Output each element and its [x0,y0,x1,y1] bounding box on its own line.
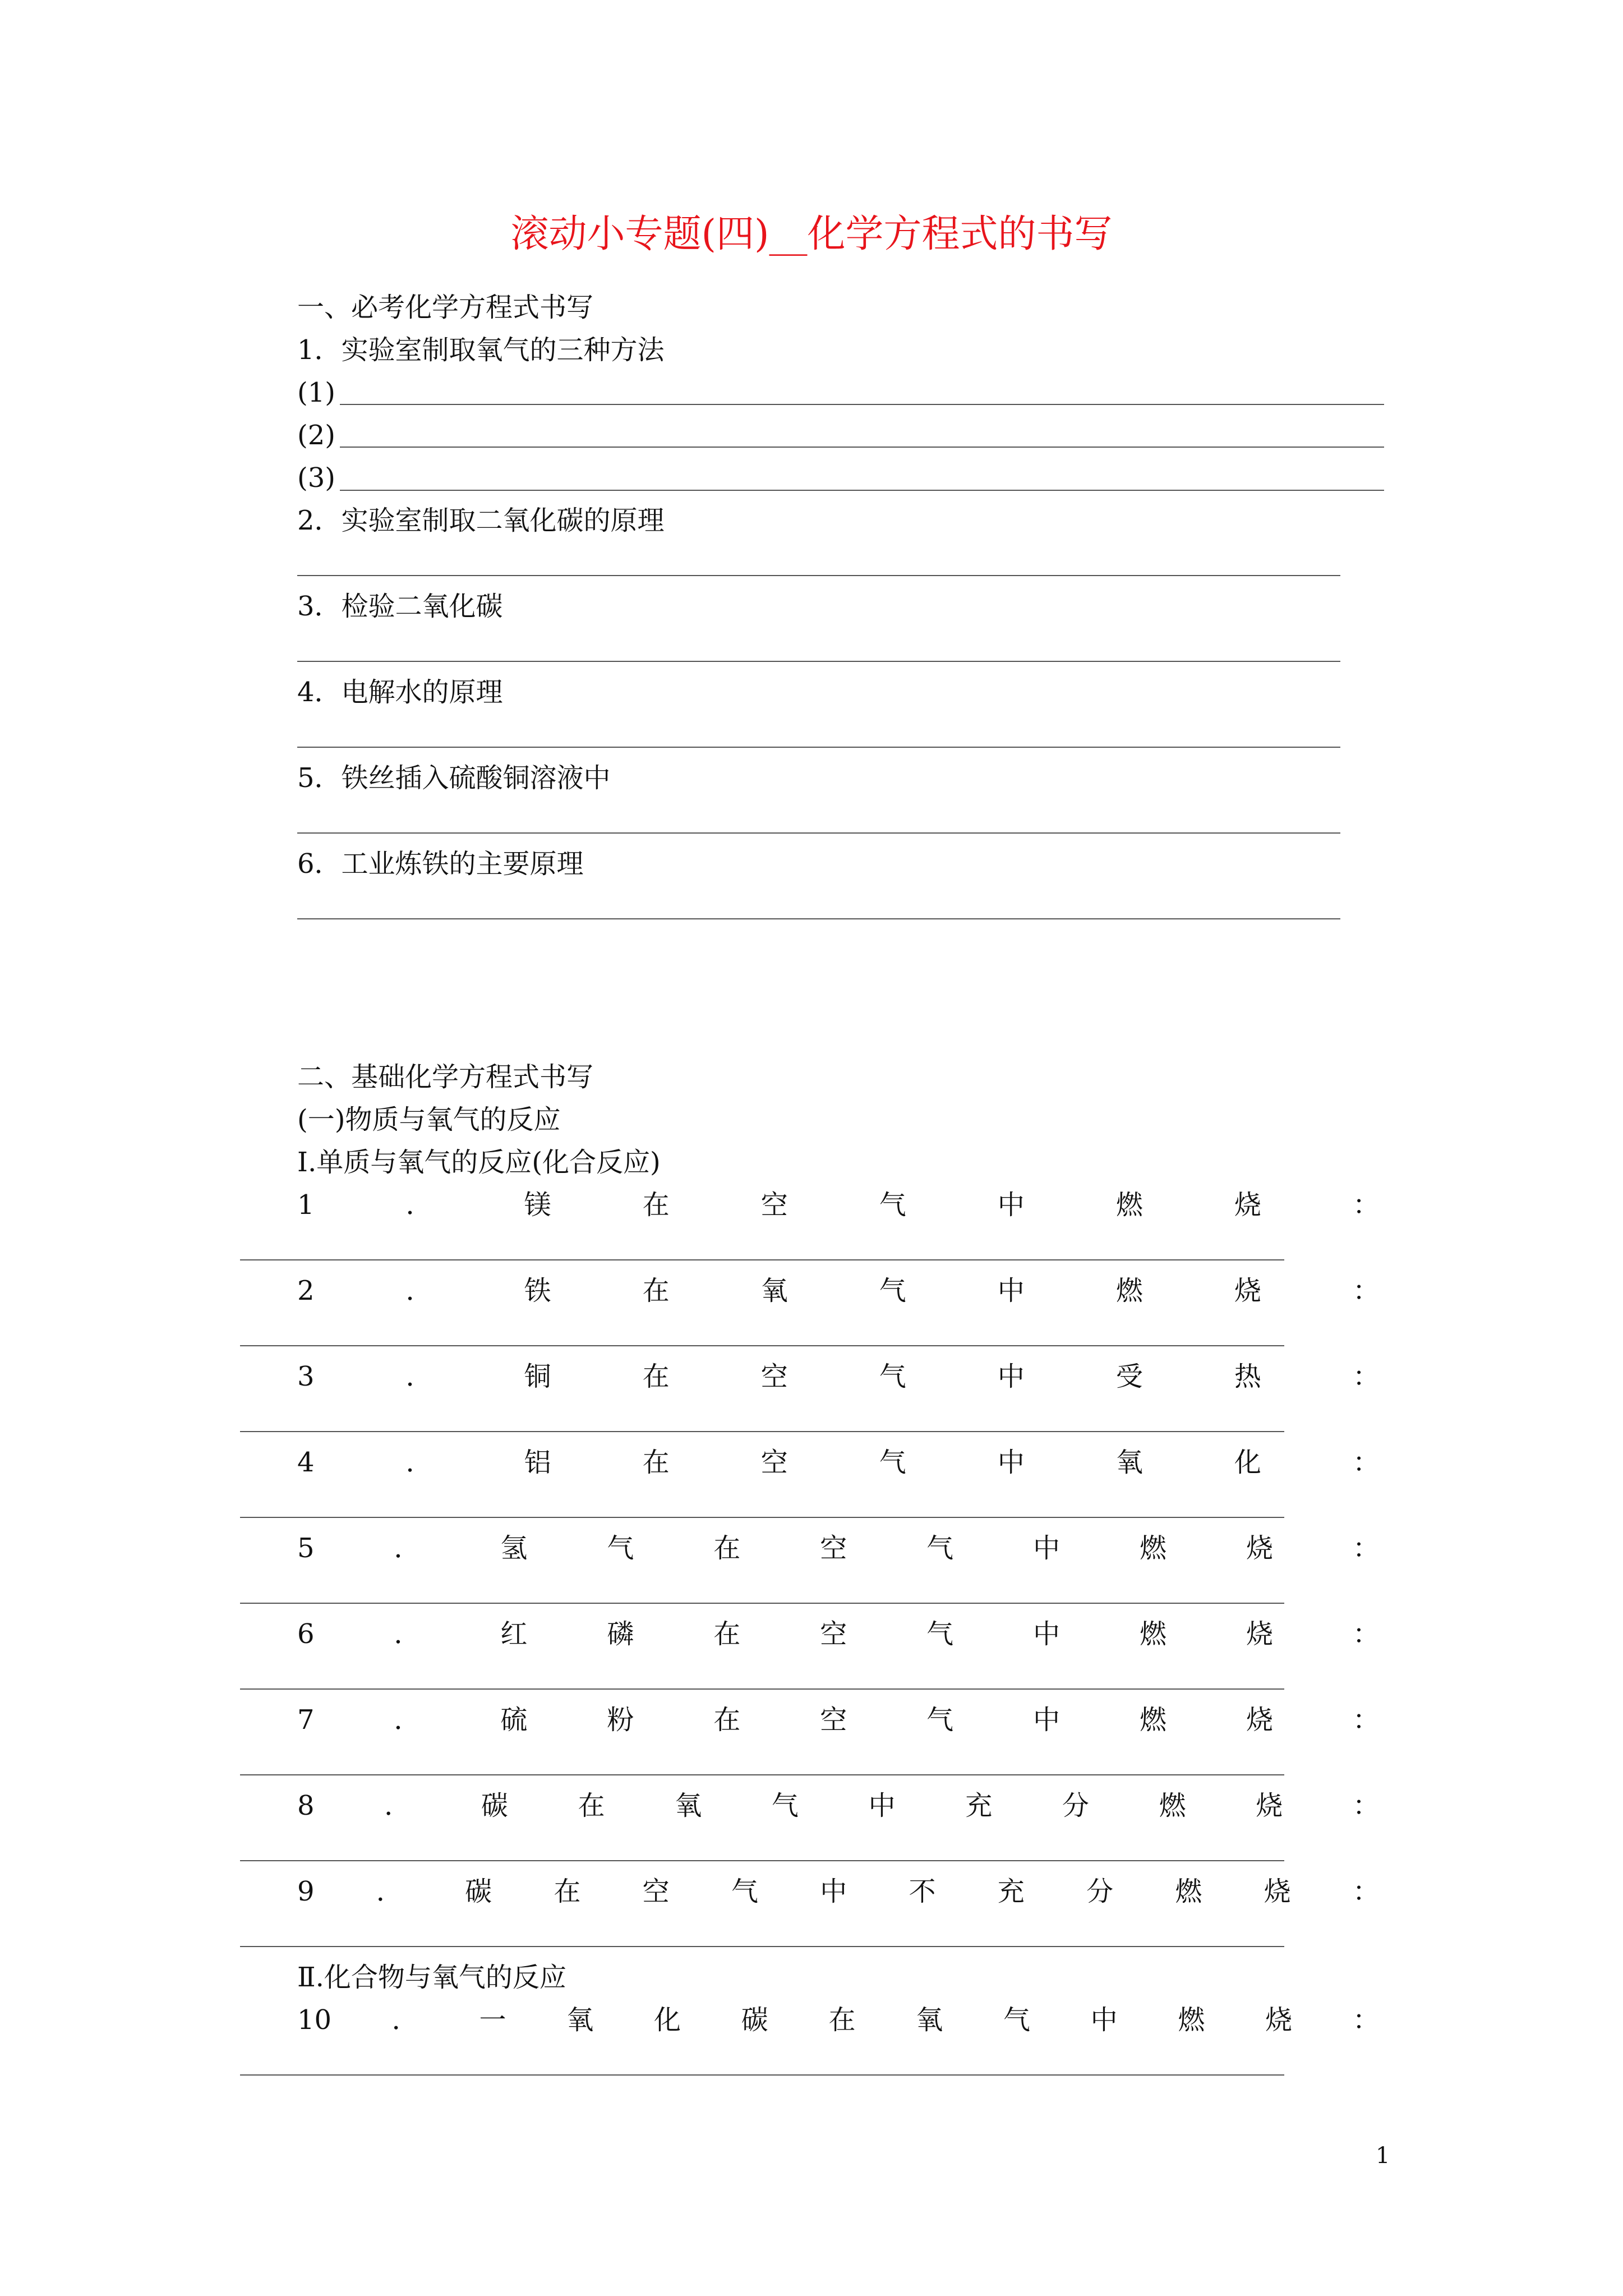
item-char: 燃 [1140,1533,1167,1564]
item-char: 1 [297,1189,315,1221]
item-char: 2 [297,1275,315,1306]
item-char: 氧 [760,1275,788,1306]
item-char: 氢 [500,1533,528,1564]
item-char: 碳 [741,2004,768,2036]
item-char: 分 [1062,1790,1089,1821]
item-char: 7 [297,1704,315,1736]
reaction-item-5 [297,1531,1380,1565]
question-1-sub-2-answer-line[interactable] [340,447,1384,448]
item-char: ． [394,1704,421,1736]
item-char: ： [1352,1704,1380,1736]
reaction-item-9 [297,1875,1380,1908]
item-char: ： [1352,1275,1380,1306]
item-char: 中 [868,1790,896,1821]
reaction-item-4-answer-line[interactable] [240,1517,1284,1518]
reaction-item-10-answer-line[interactable] [240,2074,1284,2076]
item-char: 铝 [524,1447,551,1478]
item-char: 空 [760,1447,788,1478]
item-char: ． [384,1790,412,1821]
item-char: ： [1352,1189,1380,1221]
reaction-item-2-answer-line[interactable] [240,1345,1284,1346]
item-char: ． [376,1876,403,1907]
item-char: 空 [760,1361,788,1392]
item-char: ． [405,1447,433,1478]
item-char: 中 [997,1189,1025,1221]
section-2-subheading: (一)物质与氧气的反应 [297,1104,561,1135]
question-3-answer-line[interactable] [297,661,1340,662]
item-char: 化 [1234,1447,1261,1478]
question-2-answer-line[interactable] [297,575,1340,576]
item-char: 3 [297,1361,315,1392]
item-char: 气 [926,1533,954,1564]
item-char: ： [1352,1447,1380,1478]
question-3-label: 3．检验二氧化碳 [297,591,503,622]
reaction-item-8-answer-line[interactable] [240,1860,1284,1861]
item-char: 在 [642,1447,670,1478]
item-char: 碳 [481,1790,508,1821]
item-char: 在 [713,1533,741,1564]
reaction-item-9-answer-line[interactable] [240,1946,1284,1947]
reaction-item-1-answer-line[interactable] [240,1259,1284,1260]
item-char: 燃 [1115,1189,1143,1221]
reaction-item-7 [297,1703,1380,1737]
item-char: 空 [760,1189,788,1221]
item-char: 充 [997,1876,1025,1907]
reaction-item-5-answer-line[interactable] [240,1603,1284,1604]
item-char: 9 [297,1876,315,1907]
item-char: ： [1352,1533,1380,1564]
question-5-answer-line[interactable] [297,832,1340,834]
item-char: 气 [771,1790,799,1821]
reaction-item-1 [297,1188,1380,1222]
item-char: 中 [1033,1704,1061,1736]
item-char: 在 [578,1790,605,1821]
item-char: 4 [297,1447,315,1478]
item-char: 不 [909,1876,936,1907]
item-char: 6 [297,1618,315,1650]
page-title: 滚动小专题(四)__化学方程式的书写 [510,212,1113,256]
item-char: 8 [297,1790,315,1821]
item-char: 受 [1115,1361,1143,1392]
item-char: 烧 [1246,1533,1273,1564]
section-1-heading: 一、必考化学方程式书写 [297,292,594,323]
question-1-sub-3-answer-line[interactable] [340,490,1384,491]
item-char: 烧 [1246,1618,1273,1650]
item-char: 气 [879,1447,906,1478]
item-char: 烧 [1234,1189,1261,1221]
item-char: 气 [926,1618,954,1650]
reaction-item-10 [297,2003,1380,2037]
question-6-label: 6．工业炼铁的主要原理 [297,848,584,880]
item-char: 烧 [1256,1790,1283,1821]
section-2-part-1-heading: Ⅰ.单质与氧气的反应(化合反应) [297,1147,661,1178]
item-char: 中 [997,1447,1025,1478]
item-char: 燃 [1178,2004,1205,2036]
item-char: ． [391,2004,419,2036]
item-char: 烧 [1265,2004,1293,2036]
item-char: 燃 [1140,1704,1167,1736]
item-char: 气 [731,1876,758,1907]
item-char: 在 [642,1361,670,1392]
item-char: 充 [965,1790,993,1821]
item-char: 中 [820,1876,847,1907]
item-char: 分 [1086,1876,1114,1907]
item-char: 燃 [1115,1275,1143,1306]
question-1-sub-1-answer-line[interactable] [340,404,1384,405]
item-char: 气 [1003,2004,1030,2036]
item-char: ： [1352,1876,1380,1907]
section-2-heading: 二、基础化学方程式书写 [297,1061,594,1093]
item-char: ： [1352,1790,1380,1821]
reaction-item-6 [297,1617,1380,1651]
item-char: 中 [997,1361,1025,1392]
item-char: ． [405,1275,433,1306]
reaction-item-3-answer-line[interactable] [240,1431,1284,1432]
item-char: 粉 [607,1704,634,1736]
item-char: 镁 [524,1189,551,1221]
item-char: 在 [642,1189,670,1221]
item-char: 硫 [500,1704,528,1736]
question-4-answer-line[interactable] [297,747,1340,748]
item-char: 空 [820,1704,847,1736]
question-1-sub-3-label: (3) [297,462,335,494]
reaction-item-2 [297,1274,1380,1308]
item-char: 空 [642,1876,670,1907]
question-1-sub-2-label: (2) [297,420,335,451]
item-char: 中 [997,1275,1025,1306]
item-char: 烧 [1264,1876,1291,1907]
item-char: 5 [297,1533,315,1564]
item-char: 氧 [1115,1447,1143,1478]
question-4-label: 4．电解水的原理 [297,677,503,708]
item-char: 气 [607,1533,634,1564]
item-char: 红 [500,1618,528,1650]
item-char: 气 [879,1275,906,1306]
item-char: 烧 [1234,1275,1261,1306]
item-char: 氧 [566,2004,594,2036]
item-char: 燃 [1159,1790,1186,1821]
item-char: 燃 [1175,1876,1202,1907]
item-char: 铜 [524,1361,551,1392]
item-char: 在 [713,1704,741,1736]
item-char: 热 [1234,1361,1261,1392]
page-number: 1 [1376,2143,1390,2169]
item-char: 在 [828,2004,856,2036]
question-2-label: 2．实验室制取二氧化碳的原理 [297,505,665,536]
item-char: 空 [820,1618,847,1650]
item-char: 化 [654,2004,681,2036]
item-char: ． [394,1533,421,1564]
item-char: 中 [1033,1533,1061,1564]
item-char: 铁 [524,1275,551,1306]
question-5-label: 5．铁丝插入硫酸铜溶液中 [297,762,611,794]
question-1-label: 1．实验室制取氧气的三种方法 [297,334,665,366]
reaction-item-7-answer-line[interactable] [240,1774,1284,1775]
item-char: 在 [713,1618,741,1650]
item-char: ： [1352,1361,1380,1392]
reaction-item-8 [297,1789,1380,1823]
item-char: 气 [879,1189,906,1221]
item-char: ： [1352,1618,1380,1650]
item-char: ． [405,1189,433,1221]
item-char: 10 [297,2004,332,2036]
section-2-part-2-heading: Ⅱ.化合物与氧气的反应 [297,1962,566,1993]
reaction-item-6-answer-line[interactable] [240,1688,1284,1690]
item-char: 碳 [465,1876,492,1907]
item-char: ． [405,1361,433,1392]
item-char: 中 [1033,1618,1061,1650]
item-char: ： [1352,2004,1380,2036]
question-6-answer-line[interactable] [297,918,1340,919]
item-char: 气 [879,1361,906,1392]
reaction-item-4 [297,1446,1380,1479]
reaction-item-3 [297,1360,1380,1393]
item-char: 气 [926,1704,954,1736]
item-char: 中 [1090,2004,1118,2036]
item-char: 一 [479,2004,506,2036]
item-char: 氧 [675,1790,702,1821]
question-1-sub-1-label: (1) [297,377,335,408]
item-char: 在 [554,1876,581,1907]
item-char: 烧 [1246,1704,1273,1736]
item-char: 空 [820,1533,847,1564]
item-char: 燃 [1140,1618,1167,1650]
item-char: 磷 [607,1618,634,1650]
item-char: 在 [642,1275,670,1306]
item-char: ． [394,1618,421,1650]
item-char: 氧 [916,2004,943,2036]
